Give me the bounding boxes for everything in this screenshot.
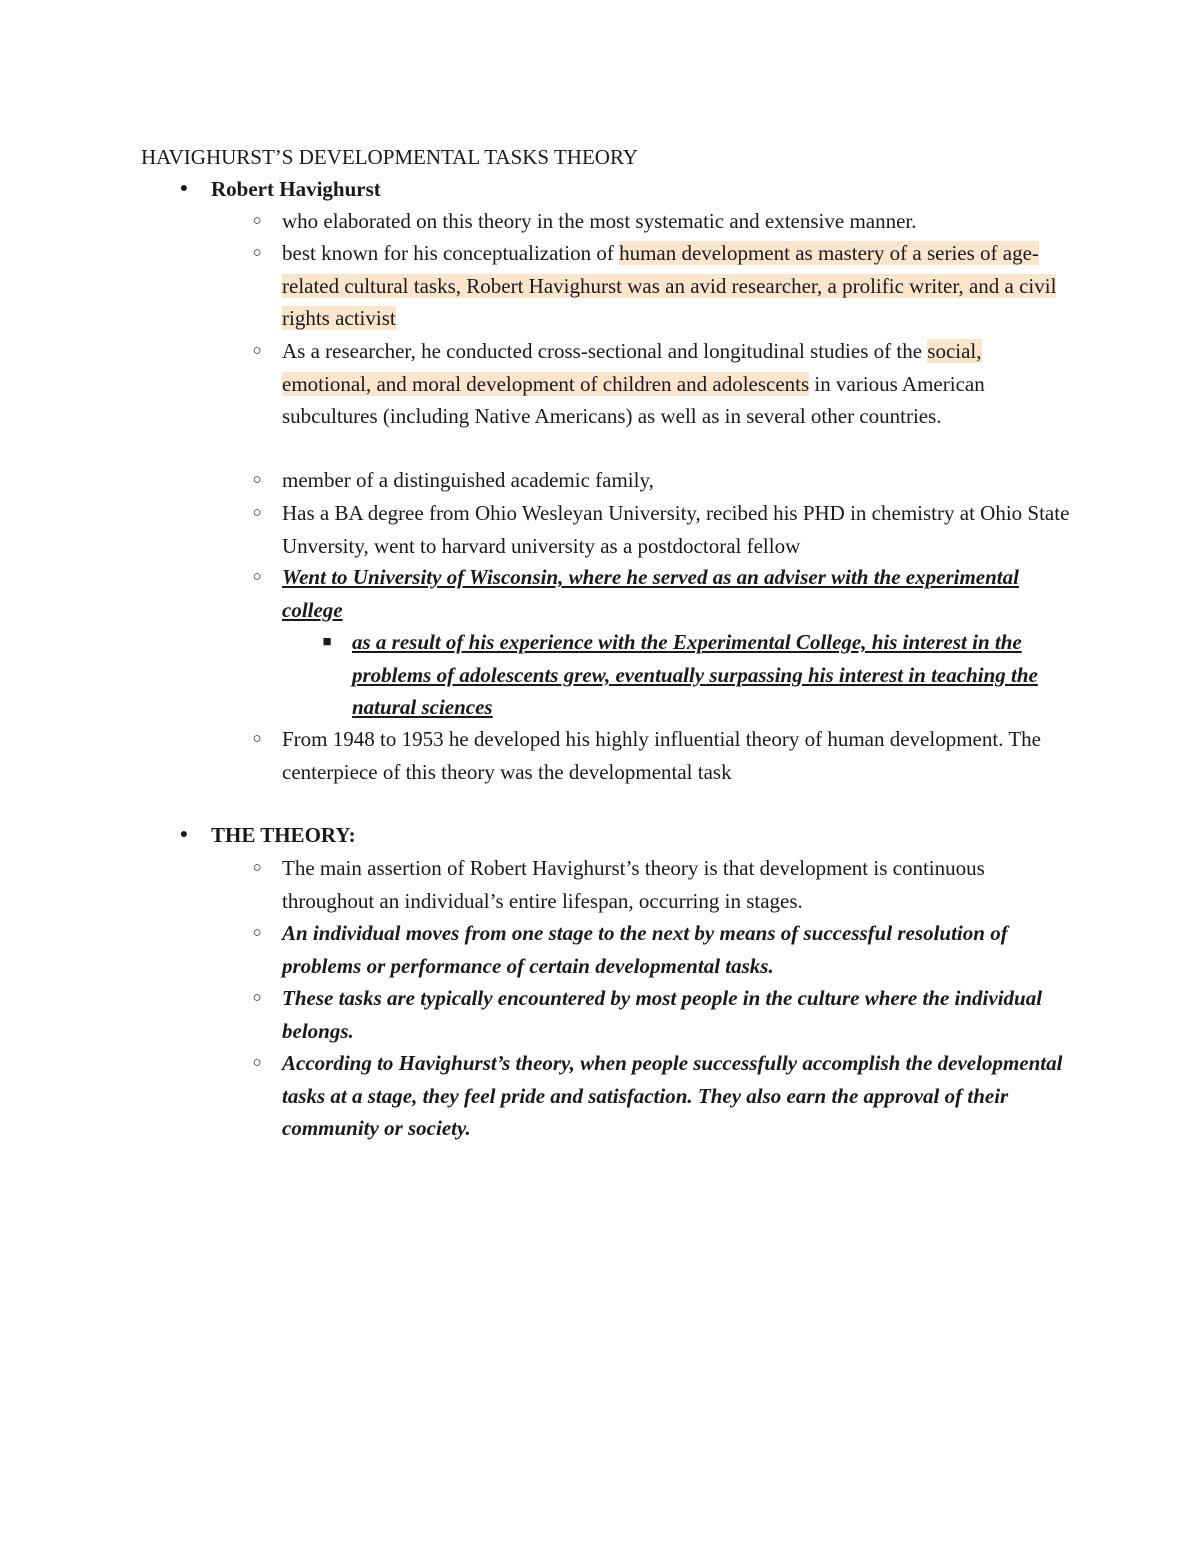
list-item <box>252 497 1072 562</box>
hollow-bullet-icon: ○ <box>252 245 262 261</box>
filled-bullet-icon: ● <box>179 827 189 842</box>
sub-list-item-text: as a result of his experience with the Experimental College, his interest in the problems of adolescents grew, eventually surpassing his interest in teaching the natural sciences <box>352 630 1038 719</box>
section-heading-robert-havighurst <box>179 175 381 203</box>
list-item-text: Went to University of Wisconsin, where he served as an adviser with the experimental college <box>282 565 1019 622</box>
hollow-bullet-icon: ○ <box>252 505 262 521</box>
list-item <box>252 982 1072 1047</box>
hollow-bullet-icon: ○ <box>252 1055 262 1071</box>
list-item-text: As a researcher, he conducted cross-sectional and longitudinal studies of the <box>282 339 928 363</box>
list-item <box>252 917 1072 982</box>
list-item <box>252 723 1072 788</box>
list-item <box>252 205 1072 238</box>
hollow-bullet-icon: ○ <box>252 343 262 359</box>
highlighted-text: human development as mastery of a series of age-related cultural tasks, Robert Havighurst was an avid researcher, a prolific writer, and a civil rights activist <box>282 241 1057 330</box>
list-item-text: The main assertion of Robert Havighurst’s theory is that development is continuous throughout an individual’s entire lifespan, occurring in stages. <box>282 856 985 913</box>
hollow-bullet-icon: ○ <box>252 860 262 876</box>
list-item-text: Has a BA degree from Ohio Wesleyan University, recibed his PHD in chemistry at Ohio State Unversity, went to harvard university as a postdoctoral fellow <box>282 501 1070 558</box>
section-heading-text: THE THEORY: <box>211 823 356 847</box>
hollow-bullet-icon: ○ <box>252 472 262 488</box>
hollow-bullet-icon: ○ <box>252 925 262 941</box>
list-item-text: in various American subcultures (including Native Americans) as well as in several other countries. <box>282 371 985 428</box>
hollow-bullet-icon: ○ <box>252 990 262 1006</box>
hollow-bullet-icon: ○ <box>252 213 262 229</box>
list-item <box>252 335 1072 433</box>
list-item-text: member of a distinguished academic family, <box>282 468 654 492</box>
section-heading-text: Robert Havighurst <box>211 177 381 201</box>
list-item-text: From 1948 to 1953 he developed his highly influential theory of human development. The centerpiece of this theory was the developmental task <box>282 727 1041 784</box>
list-item <box>252 1047 1072 1145</box>
list-item <box>252 464 1072 497</box>
list-item-text: According to Havighurst’s theory, when people successfully accomplish the developmental tasks at a stage, they feel pride and satisfaction. They also earn the approval of their community or society. <box>282 1051 1063 1140</box>
highlighted-text: social, emotional, and moral development of children and adolescents <box>282 339 982 396</box>
list-item <box>252 852 1072 917</box>
hollow-bullet-icon: ○ <box>252 569 262 585</box>
hollow-bullet-icon: ○ <box>252 731 262 747</box>
section-heading-the-theory <box>179 821 356 849</box>
list-item-text: An individual moves from one stage to the next by means of successful resolution of problems or performance of certain developmental tasks. <box>282 921 1008 978</box>
filled-bullet-icon: ● <box>179 181 189 196</box>
list-item <box>252 561 1072 626</box>
list-item-text: These tasks are typically encountered by most people in the culture where the individual belongs. <box>282 986 1043 1043</box>
list-item-text: who elaborated on this theory in the most systematic and extensive manner. <box>282 209 917 233</box>
list-item-text: best known for his conceptualization of <box>282 241 620 265</box>
list-item <box>252 237 1072 335</box>
square-bullet-icon: ■ <box>322 634 332 650</box>
document-title: HAVIGHURST’S DEVELOPMENTAL TASKS THEORY <box>141 145 638 169</box>
sub-list-item <box>322 626 1072 724</box>
